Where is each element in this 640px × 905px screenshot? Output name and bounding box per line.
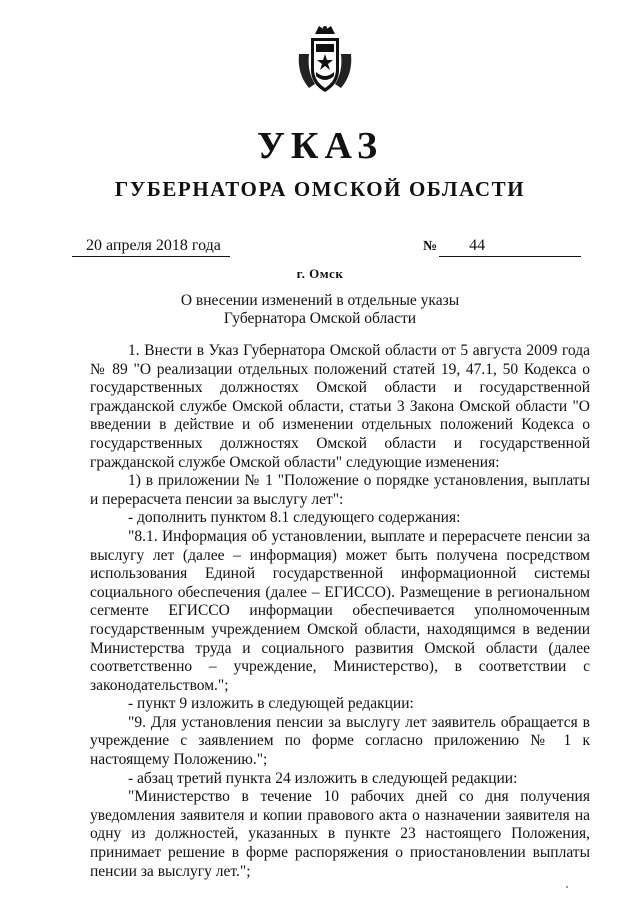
paragraph: - абзац третий пункта 24 изложить в следующей редакции: (128, 769, 518, 787)
paragraph: 1. Внести в Указ Губернатора Омской области от 5 августа 2009 года № 89 "О реализации отдельных положений статей 19, 47.1, 50 Кодекса о государственных должностях Омской области и государственной гражданской службе Омской области, статьи 3 Закона Омской области "О введении в действие и об изменении отдельных положений Кодекса о государственных должностях Омской области и государственной гражданской службе Омской области" следующие изменения: (90, 342, 590, 471)
document-date: 20 апреля 2018 года (72, 236, 230, 257)
paragraph: 1) в приложении № 1 "Положение о порядке установления, выплаты и перерасчета пенсии за выслугу лет": (90, 472, 590, 508)
document-subtitle: ГУБЕРНАТОРА ОМСКОЙ ОБЛАСТИ (114, 177, 526, 201)
number-sign: № (423, 239, 438, 254)
paragraph: "8.1. Информация об установлении, выплате и перерасчете пенсии за выслугу лет (далее – информация) может быть получена посредством использования Единой государственной информационной системы социального обеспечения (далее – ЕГИССО). Размещение в региональном сегменте ЕГИССО информации обеспечивается уполномоченным государственным учреждением Омской области, находящимся в ведении Министерства труда и социального развития Омской области (далее соответственно – учреждение, Министерство), в соответствии с законодательством."; (90, 527, 590, 694)
document-number-field (423, 236, 581, 257)
document-body (90, 342, 590, 881)
scan-speck (566, 886, 568, 888)
document-number: 44 (439, 236, 581, 257)
heading-line-1: О внесении изменений в отдельные указы (180, 292, 460, 309)
heading-line-2: Губернатора Омской области (223, 310, 417, 327)
document-city: г. Омск (296, 266, 344, 281)
paragraph: "Министерство в течение 10 рабочих дней со дня получения уведомления заявителя и копии правового акта о назначении заявителя на одну из должностей, указанных в пункте 23 настоящего Положения, принимает решение в форме распоряжения о приостановлении выплаты пенсии за выслугу лет."; (90, 788, 590, 880)
paragraph: "9. Для установления пенсии за выслугу лет заявитель обращается в учреждение с заявлением по форме согласно приложению № 1 к настоящему Положению."; (90, 713, 590, 769)
document-heading (0, 292, 640, 328)
coat-of-arms-icon (295, 24, 355, 96)
document-title: УКАЗ (257, 125, 383, 167)
paragraph: - пункт 9 изложить в следующей редакции: (128, 695, 414, 713)
paragraph: - дополнить пунктом 8.1 следующего содержания: (128, 509, 461, 527)
